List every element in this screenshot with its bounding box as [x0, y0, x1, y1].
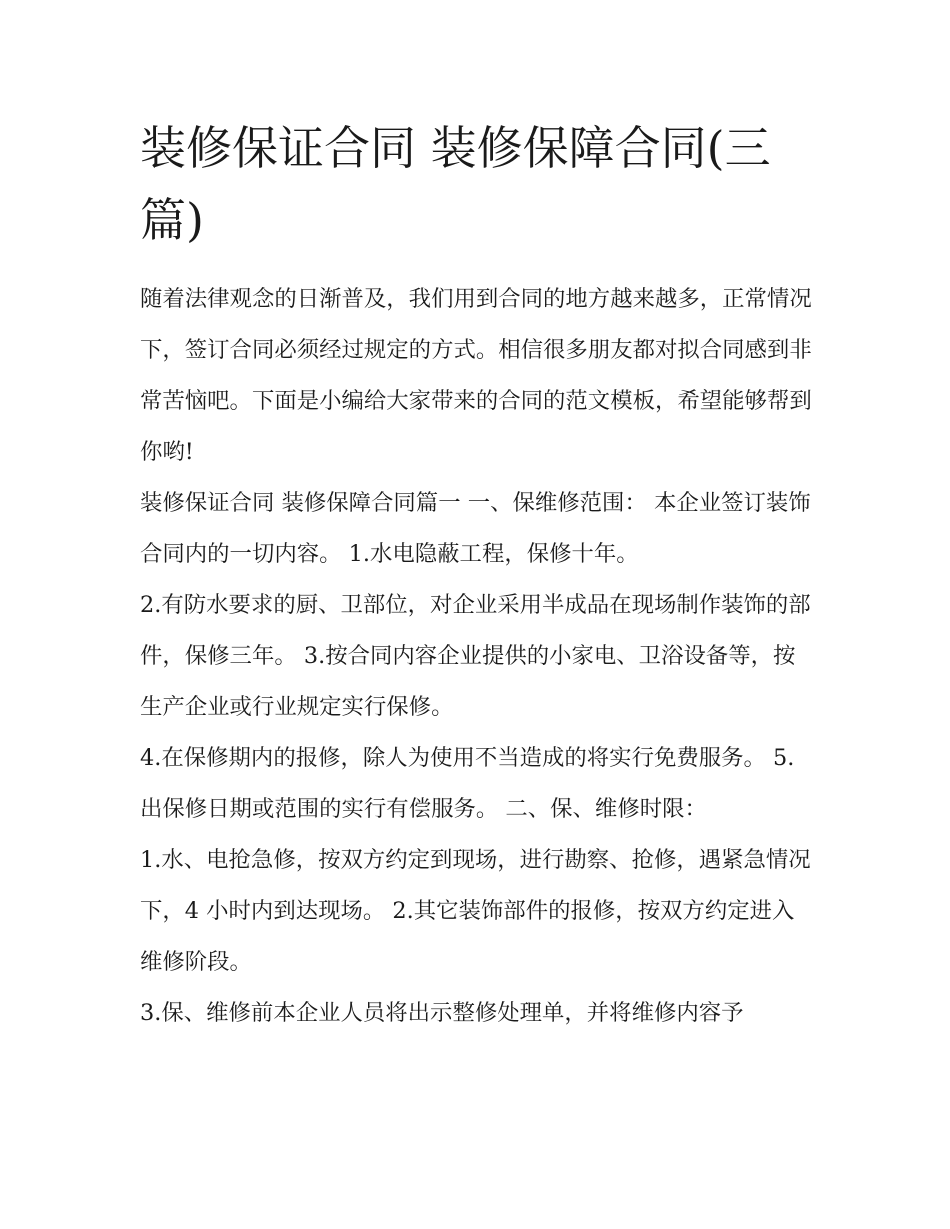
document-body [140, 112, 812, 1039]
body-paragraph: 1.水、电抢急修，按双方约定到现场，进行勘察、抢修，遇紧急情况下，4 小时内到达现场。 2.其它装饰部件的报修，按双方约定进入维修阶段。 [140, 847, 811, 975]
body-paragraph: 2.有防水要求的厨、卫部位，对企业采用半成品在现场制作装饰的部件，保修三年。 3.按合同内容企业提供的小家电、卫浴设备等，按生产企业或行业规定实行保修。 [140, 592, 811, 720]
body-paragraph: 4.在保修期内的报修，除人为使用不当造成的将实行免费服务。 5.出保修日期或范围的实行有偿服务。 二、保、维修时限： [140, 745, 795, 822]
document-title: 装修保证合同 装修保障合同(三篇) [140, 121, 771, 247]
body-paragraph: 装修保证合同 装修保障合同篇一 一、保维修范围： 本企业签订装饰合同内的一切内容。 1.水电隐蔽工程，保修十年。 [140, 490, 811, 567]
intro-paragraph: 随着法律观念的日渐普及，我们用到合同的地方越来越多，正常情况下，签订合同必须经过规定的方式。相信很多朋友都对拟合同感到非常苦恼吧。下面是小编给大家带来的合同的范文模板，希望能够帮到你哟! [140, 286, 812, 465]
body-paragraph: 3.保、维修前本企业人员将出示整修处理单，并将维修内容予 [140, 1000, 744, 1026]
